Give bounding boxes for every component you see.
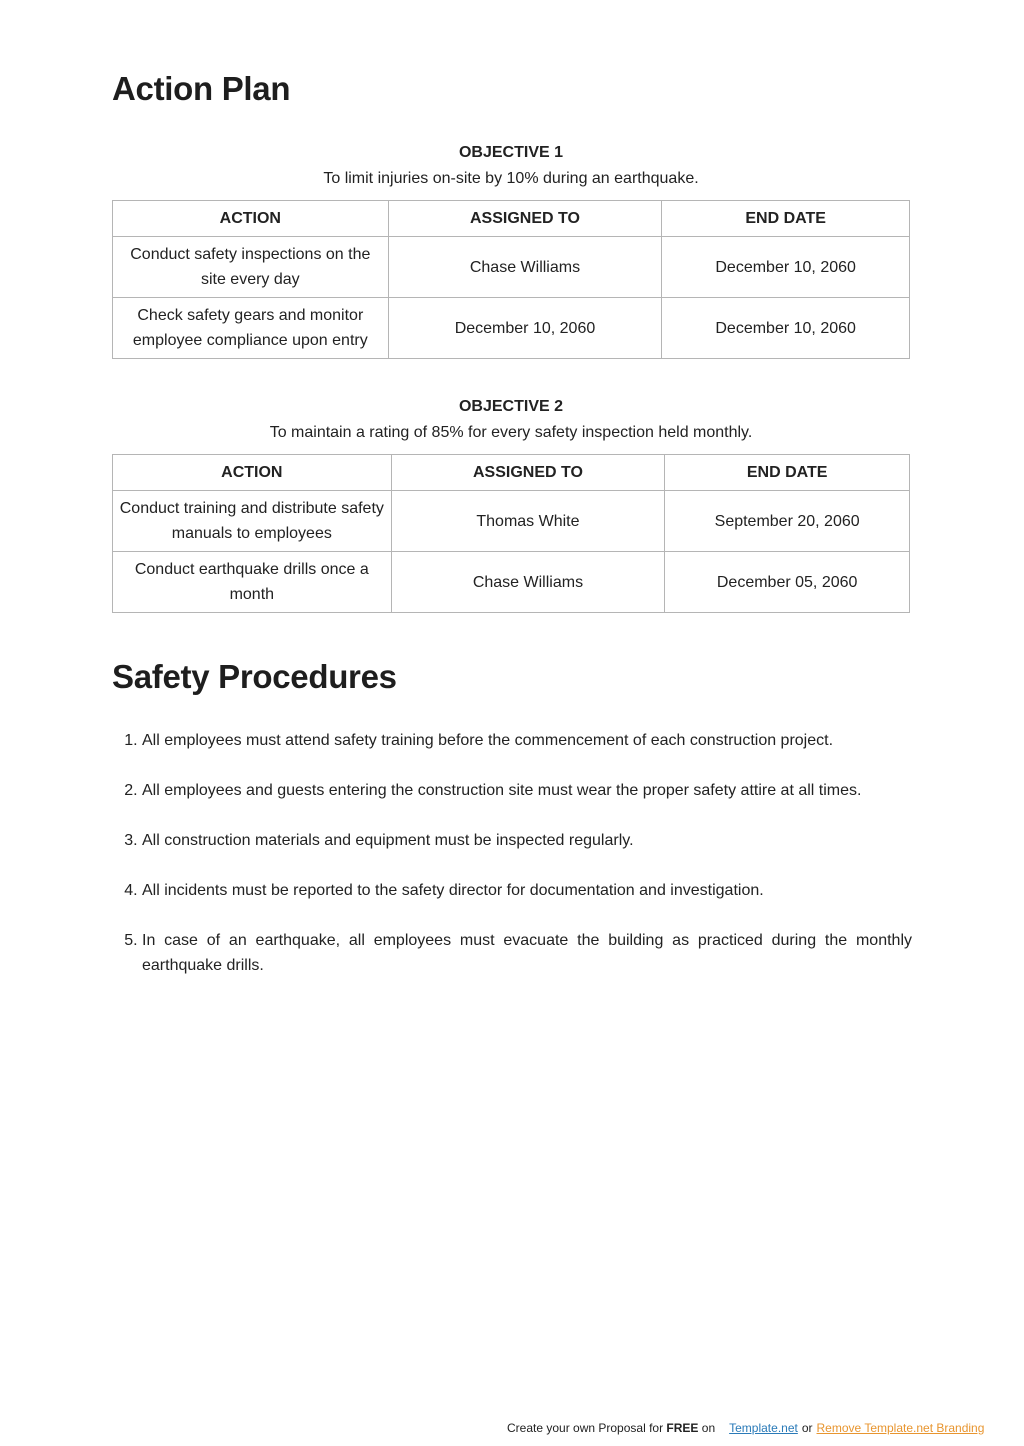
end-date-cell: December 10, 2060 — [662, 237, 910, 298]
objective-description: To maintain a rating of 85% for every safety inspection held monthly. — [269, 424, 753, 441]
list-item: 3. All construction materials and equipment must be inspected regularly. — [142, 828, 912, 853]
end-date-cell: September 20, 2060 — [665, 491, 910, 552]
end-date-cell: December 10, 2060 — [662, 298, 910, 359]
safety-procedures-list — [112, 728, 912, 1003]
column-header-end-date: END DATE — [662, 201, 910, 237]
list-item: 5. In case of an earthquake, all employees must evacuate the building as practiced during the monthly earthquake drills. — [142, 928, 912, 978]
objective-heading: OBJECTIVE 2 — [458, 398, 564, 415]
objective-2-table — [112, 454, 910, 613]
list-item: 1. All employees must attend safety training before the commencement of each construction project. — [142, 728, 912, 753]
footer-prefix-text: Create your own Proposal for — [507, 1421, 667, 1435]
action-cell: Conduct training and distribute safety manuals to employees — [113, 491, 392, 552]
column-header-assigned-to: ASSIGNED TO — [391, 455, 665, 491]
column-header-assigned-to: ASSIGNED TO — [388, 201, 662, 237]
assigned-to-cell: December 10, 2060 — [388, 298, 662, 359]
objective-heading: OBJECTIVE 1 — [458, 144, 564, 161]
column-header-end-date: END DATE — [665, 455, 910, 491]
footer-or-text: or — [801, 1421, 813, 1435]
list-item: 2. All employees and guests entering the construction site must wear the proper safety attire at all times. — [142, 778, 912, 803]
list-item: 4. All incidents must be reported to the safety director for documentation and investigation. — [142, 878, 912, 903]
column-header-action: ACTION — [113, 201, 389, 237]
table-row — [113, 552, 910, 613]
table-header-row — [113, 455, 910, 491]
action-cell: Conduct safety inspections on the site every day — [113, 237, 389, 298]
assigned-to-cell: Chase Williams — [391, 552, 665, 613]
action-cell: Conduct earthquake drills once a month — [113, 552, 392, 613]
table-row — [113, 491, 910, 552]
template-net-link[interactable]: Template.net — [729, 1421, 798, 1435]
safety-procedures-title: Safety Procedures — [112, 658, 397, 695]
table-header-row — [113, 201, 910, 237]
table-row — [113, 237, 910, 298]
assigned-to-cell: Thomas White — [391, 491, 665, 552]
footer-branding — [507, 1419, 984, 1437]
action-cell: Check safety gears and monitor employee compliance upon entry — [113, 298, 389, 359]
footer-on-text: on — [698, 1421, 716, 1435]
column-header-action: ACTION — [113, 455, 392, 491]
footer-free-text: FREE — [666, 1421, 699, 1435]
objective-1-section — [112, 143, 910, 359]
objective-2-section — [112, 397, 910, 613]
end-date-cell: December 05, 2060 — [665, 552, 910, 613]
remove-branding-link[interactable]: Remove Template.net Branding — [816, 1421, 985, 1435]
action-plan-title: Action Plan — [112, 70, 291, 107]
table-row — [113, 298, 910, 359]
assigned-to-cell: Chase Williams — [388, 237, 662, 298]
objective-1-table — [112, 200, 910, 359]
objective-description: To limit injuries on-site by 10% during an earthquake. — [323, 170, 699, 187]
